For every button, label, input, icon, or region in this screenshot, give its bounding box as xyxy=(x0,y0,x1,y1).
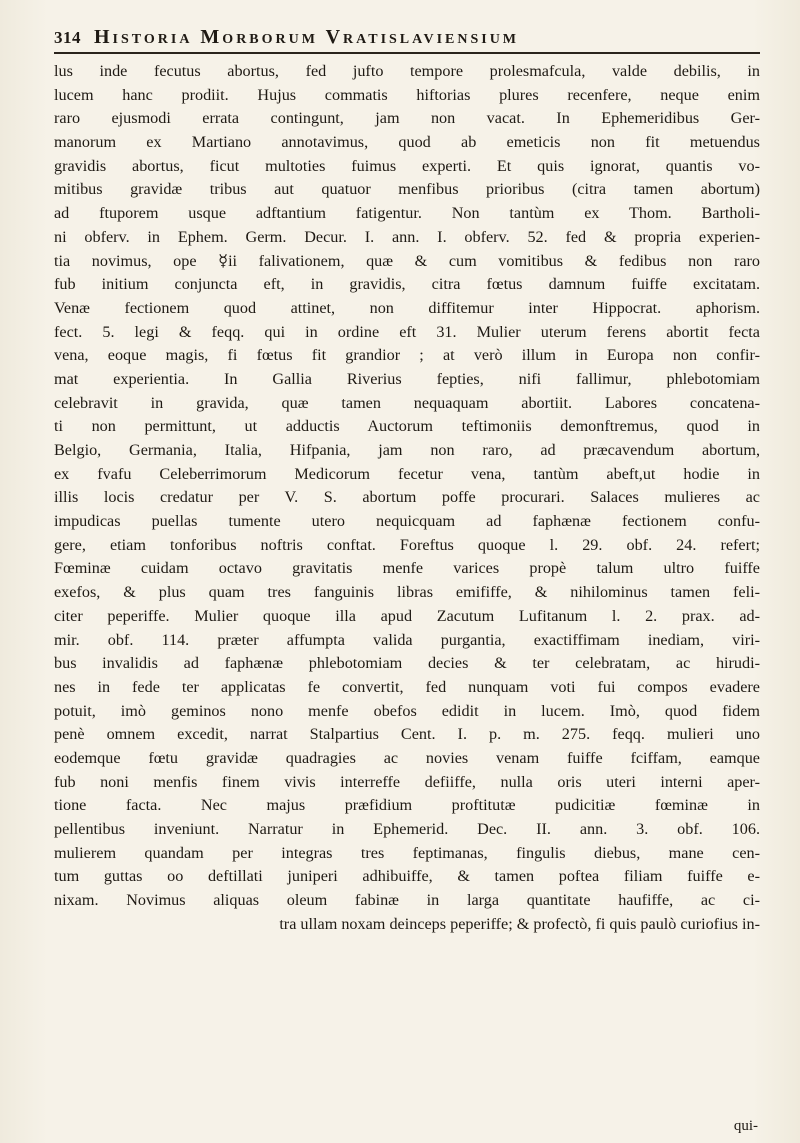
text-line: potuit, imò geminos nono menfe obefos edidit in lucem. Imò, quod fidem xyxy=(54,701,760,720)
text-line: raro ejusmodi errata contingunt, jam non vacat. In Ephemeridibus Ger- xyxy=(54,109,760,128)
page-header xyxy=(54,26,760,52)
text-line: gere, etiam tonforibus noftris conftat. Foreftus quoque l. 29. obf. 24. refert; xyxy=(54,535,760,554)
text-line: ti non permittunt, ut adductis Auctorum teftimoniis demonftremus, quod in xyxy=(54,417,760,436)
text-line: fub initium conjuncta eft, in gravidis, citra fœtus damnum fuiffe excitatam. xyxy=(54,275,760,294)
text-line: exefos, & plus quam tres fanguinis libras emififfe, & nihilominus tamen feli- xyxy=(54,583,760,602)
text-line: tione facta. Nec majus præfidium proftitutæ pudicitiæ fœminæ in xyxy=(54,796,760,815)
text-line: vena, eoque magis, fi fœtus fit grandior ; at verò illum in Europa non confir- xyxy=(54,346,760,365)
running-title: Historia Morborum Vratislaviensium xyxy=(94,26,520,48)
text-line: mitibus gravidæ tribus aut quatuor menfibus prioribus (citra tamen abortum) xyxy=(54,180,760,199)
text-line: citer peperiffe. Mulier quoque illa apud Zacutum Lufitanum l. 2. prax. ad- xyxy=(54,606,760,625)
text-line: nes in fede ter applicatas fe convertit, fed nunquam voti fui compos evadere xyxy=(54,677,760,696)
text-line: lucem hanc prodiit. Hujus commatis hiftorias plures recenfere, neque enim xyxy=(54,85,760,104)
text-line: eodemque fœtu gravidæ quadragies ac novies venam fuiffe fciffam, eamque xyxy=(54,748,760,767)
page-number: 314 xyxy=(54,28,81,47)
text-line: Fœminæ cuidam octavo gravitatis menfe varices propè talum ultro fuiffe xyxy=(54,559,760,578)
catchword: qui- xyxy=(733,1118,758,1134)
text-line: fect. 5. legi & feqq. qui in ordine eft 31. Mulier uterum ferens abortit fecta xyxy=(54,322,760,341)
header-rule xyxy=(54,52,760,54)
body-text xyxy=(54,60,760,936)
text-line: Belgio, Germania, Italia, Hifpania, jam non raro, ad præcavendum abortum, xyxy=(54,441,760,459)
text-line: illis locis credatur per V. S. abortum poffe procurari. Salaces mulieres ac xyxy=(54,488,760,507)
text-line: tra ullam noxam deinceps peperiffe; & profectò, fi quis paulò curiofius in- xyxy=(279,914,760,933)
text-line: mat experientia. In Gallia Riverius fepties, nifi fallimur, phlebotomiam xyxy=(54,369,760,388)
text-line: tia novimus, ope ☿ii falivationem, quæ & cum vomitibus & fedibus non raro xyxy=(54,251,760,270)
text-line: manorum ex Martiano annotavimus, quod ab emeticis non fit metuendus xyxy=(54,133,760,152)
text-line: celebravit in gravida, quæ tamen nequaquam abortiit. Labores concatena- xyxy=(54,393,760,412)
text-line: fub noni menfis finem vivis interreffe defiiffe, nulla oris uteri interni aper- xyxy=(54,772,760,791)
text-line: Venæ fectionem quod attinet, non diffitemur inter Hippocrat. aphorism. xyxy=(54,298,760,317)
text-line: bus invalidis ad faphænæ phlebotomiam decies & ter celebratam, ac hirudi- xyxy=(54,654,760,673)
text-line: mir. obf. 114. præter affumpta valida purgantia, exactiffimam inediam, viri- xyxy=(54,630,760,649)
text-line: mulierem quandam per integras tres feptimanas, fingulis diebus, mane cen- xyxy=(54,843,760,862)
text-line: ni obferv. in Ephem. Germ. Decur. I. ann. I. obferv. 52. fed & propria experien- xyxy=(54,227,760,246)
text-line: ex fvafu Celeberrimorum Medicorum fecetur vena, tantùm abeft,ut hodie in xyxy=(54,464,760,483)
text-line: gravidis abortus, ficut multoties fuimus experti. Et quis ignorat, quantis vo- xyxy=(54,156,760,175)
text-line: impudicas puellas tumente utero nequicquam ad faphænæ fectionem confu- xyxy=(54,512,760,531)
text-line: lus inde fecutus abortus, fed jufto tempore prolesmafcula, valde debilis, in xyxy=(54,62,760,80)
text-line: penè omnem excedit, narrat Stalpartius Cent. I. p. m. 275. feqq. mulieri uno xyxy=(54,725,760,744)
text-line: tum guttas oo deftillati juniperi adhibuiffe, & tamen poftea filiam fuiffe e- xyxy=(54,867,760,886)
text-line: pellentibus inveniunt. Narratur in Ephemerid. Dec. II. ann. 3. obf. 106. xyxy=(54,820,760,838)
text-line: nixam. Novimus aliquas oleum fabinæ in larga quantitate haufiffe, ac ci- xyxy=(54,891,760,910)
text-line: ad ftuporem usque adftantium fatigentur. Non tantùm ex Thom. Bartholi- xyxy=(54,204,760,223)
